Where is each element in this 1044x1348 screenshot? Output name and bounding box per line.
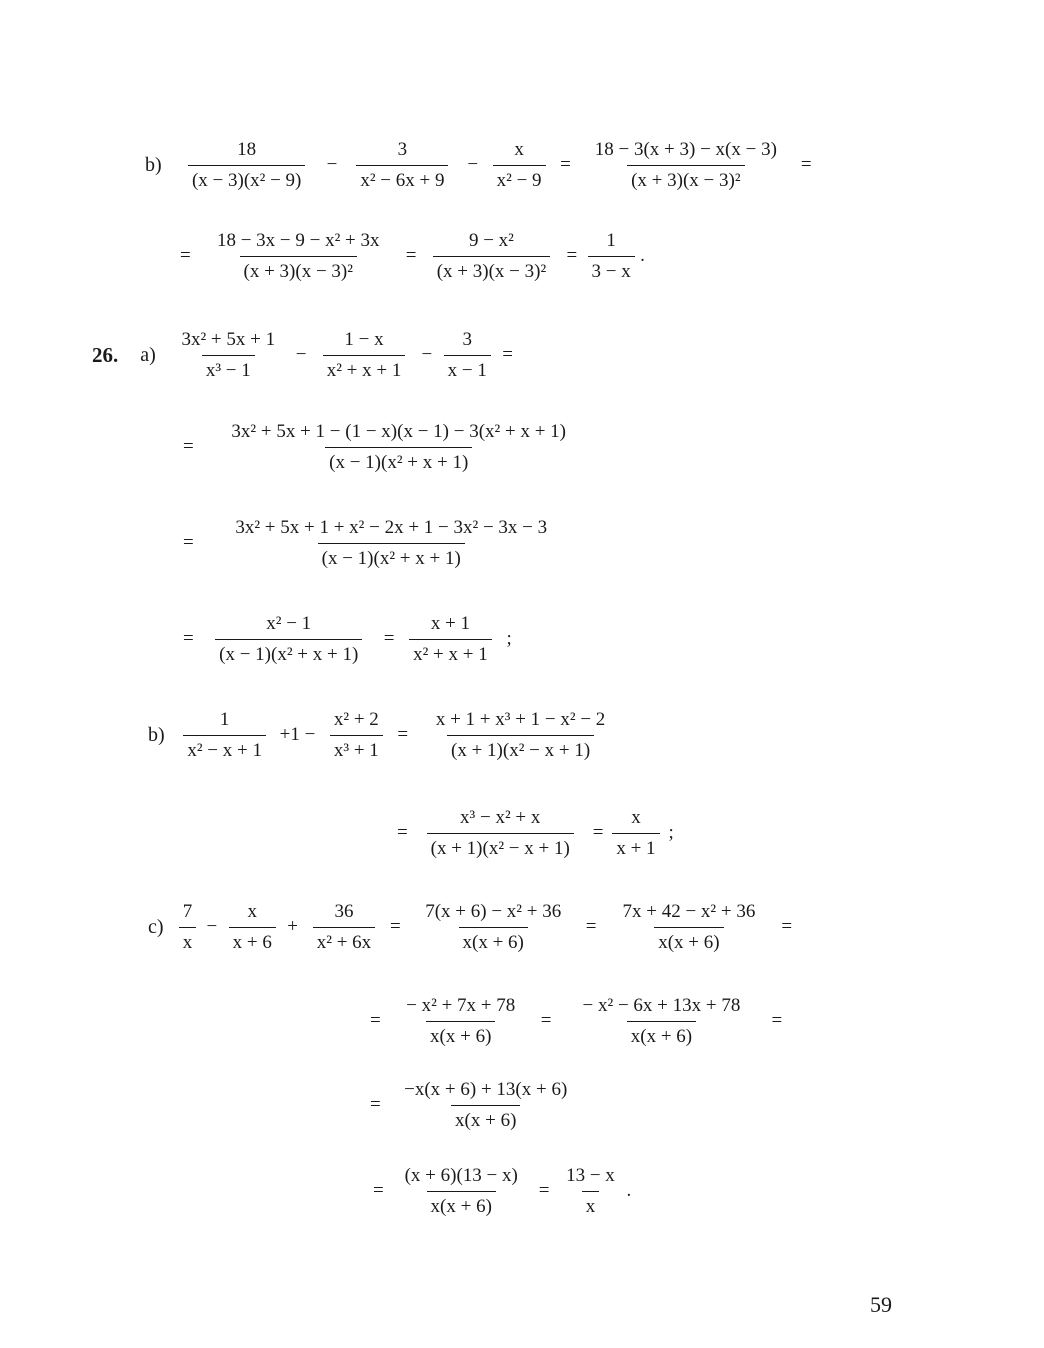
item-label: b) — [148, 723, 165, 746]
denominator: x + 1 — [612, 833, 659, 861]
operator: − — [467, 154, 479, 176]
denominator: (x − 1)(x² + x + 1) — [325, 447, 472, 475]
p25b-line1 — [145, 138, 817, 193]
denominator: x³ − 1 — [202, 355, 255, 383]
numerator: 3 — [462, 329, 472, 350]
fraction — [587, 229, 635, 284]
denominator: x² + x + 1 — [409, 639, 492, 667]
fraction — [347, 138, 457, 193]
p25b-line2 — [175, 229, 645, 284]
numerator: x + 1 — [430, 613, 471, 634]
p26b-line1 — [148, 708, 628, 763]
fraction — [201, 229, 396, 284]
numerator: 3 — [397, 139, 408, 160]
numerator: − x² + 7x + 78 — [406, 995, 516, 1016]
denominator: x — [582, 1191, 600, 1219]
numerator: 18 − 3x − 9 − x² + 3x — [216, 230, 380, 251]
numerator: (x + 6)(13 − x) — [404, 1165, 518, 1186]
equals-sign: = — [373, 1180, 384, 1202]
fraction — [204, 612, 374, 667]
denominator: (x + 1)(x² − x + 1) — [447, 735, 594, 763]
p26c-line1 — [148, 900, 797, 955]
fraction — [317, 328, 412, 383]
fraction — [404, 612, 496, 667]
p26a-line1 — [92, 328, 518, 383]
denominator: x² + x + 1 — [323, 355, 406, 383]
semicolon: ; — [506, 628, 512, 650]
equals-sign: = — [397, 724, 409, 746]
operator: − — [421, 344, 433, 366]
equals-sign: = — [585, 916, 597, 938]
fraction — [561, 994, 761, 1049]
equals-sign: = — [502, 344, 513, 366]
problem-number: 26. — [92, 342, 119, 367]
p26b-line2 — [392, 806, 679, 861]
numerator: x — [247, 901, 258, 922]
fraction — [325, 708, 387, 763]
item-label: a) — [140, 343, 156, 366]
operator: − — [295, 344, 307, 366]
equals-sign: = — [383, 628, 395, 650]
numerator: x + 1 + x³ + 1 − x² − 2 — [435, 709, 606, 730]
fraction — [180, 708, 270, 763]
period: . — [640, 245, 645, 267]
numerator: 9 − x² — [468, 230, 514, 251]
denominator: (x + 1)(x² − x + 1) — [427, 833, 574, 861]
fraction — [488, 138, 550, 193]
denominator: x + 6 — [229, 927, 276, 955]
denominator: x² + 6x — [313, 927, 375, 955]
p26c-line2 — [365, 994, 787, 1049]
equals-sign: = — [183, 436, 194, 458]
fraction — [426, 229, 556, 284]
fraction — [204, 516, 579, 571]
fraction — [171, 328, 286, 383]
numerator: 18 — [237, 139, 257, 160]
equals-sign: = — [771, 1010, 783, 1032]
numerator: 13 − x — [566, 1165, 615, 1186]
fraction — [308, 900, 380, 955]
numerator: x — [631, 807, 641, 828]
numerator: 3x² + 5x + 1 — [181, 329, 276, 350]
p26a-line3 — [178, 516, 584, 571]
fraction — [418, 806, 583, 861]
denominator: x(x + 6) — [459, 927, 528, 955]
fraction — [581, 138, 791, 193]
fraction — [391, 994, 531, 1049]
equals-sign: = — [183, 532, 194, 554]
denominator: (x − 1)(x² + x + 1) — [215, 639, 362, 667]
fraction — [442, 328, 492, 383]
denominator: (x + 3)(x − 3)² — [433, 256, 550, 284]
numerator: 18 − 3(x + 3) − x(x − 3) — [594, 139, 777, 160]
denominator: x — [179, 927, 197, 955]
p26a-line4 — [178, 612, 517, 667]
numerator: 7(x + 6) − x² + 36 — [425, 901, 562, 922]
denominator: x(x + 6) — [627, 1021, 696, 1049]
fraction — [204, 420, 594, 475]
denominator: x² − x + 1 — [183, 735, 266, 763]
denominator: x − 1 — [444, 355, 491, 383]
item-label: b) — [145, 153, 162, 176]
denominator: (x + 3)(x − 3)² — [627, 165, 744, 193]
denominator: 3 − x — [588, 256, 635, 284]
denominator: x(x + 6) — [654, 927, 723, 955]
denominator: x(x + 6) — [427, 1191, 496, 1219]
numerator: − x² − 6x + 13x + 78 — [582, 995, 741, 1016]
numerator: 1 − x — [344, 329, 384, 350]
equals-sign: = — [405, 245, 417, 267]
numerator: 7x + 42 − x² + 36 — [622, 901, 756, 922]
fraction — [411, 900, 576, 955]
numerator: x³ − x² + x — [460, 807, 541, 828]
equals-sign: = — [800, 154, 812, 176]
denominator: (x + 3)(x − 3)² — [240, 256, 357, 284]
numerator: x² − 1 — [266, 613, 312, 634]
numerator: x — [514, 139, 524, 160]
denominator: x(x + 6) — [451, 1105, 520, 1133]
equals-sign: = — [370, 1094, 381, 1116]
p26c-line3 — [365, 1078, 586, 1133]
numerator: 1 — [606, 230, 616, 251]
operator: − — [326, 154, 338, 176]
numerator: 7 — [182, 901, 193, 922]
equals-sign: = — [397, 822, 408, 844]
equals-sign: = — [540, 1010, 552, 1032]
fraction — [179, 900, 197, 955]
equals-sign: = — [592, 822, 604, 844]
equals-sign: = — [781, 916, 793, 938]
numerator: 3x² + 5x + 1 + x² − 2x + 1 − 3x² − 3x − 3 — [235, 517, 548, 538]
denominator: (x − 1)(x² + x + 1) — [318, 543, 465, 571]
fraction — [613, 806, 658, 861]
operator: + — [287, 916, 298, 938]
page-number: 59 — [870, 1292, 892, 1317]
numerator: 1 — [219, 709, 230, 730]
denominator: x(x + 6) — [426, 1021, 495, 1049]
denominator: x² − 9 — [493, 165, 546, 193]
equals-sign: = — [370, 1010, 381, 1032]
operator: − — [206, 916, 218, 938]
period: . — [626, 1180, 632, 1202]
fraction — [227, 900, 277, 955]
p26a-line2 — [178, 420, 599, 475]
operator: +1 − — [279, 724, 316, 746]
numerator: x² + 2 — [333, 709, 379, 730]
item-label: c) — [148, 915, 164, 938]
fraction — [606, 900, 771, 955]
fraction — [391, 1078, 581, 1133]
fraction — [177, 138, 317, 193]
equals-sign: = — [538, 1180, 550, 1202]
fraction — [394, 1164, 529, 1219]
equals-sign: = — [566, 245, 578, 267]
numerator: 36 — [334, 901, 354, 922]
equals-sign: = — [180, 245, 191, 267]
denominator: (x − 3)(x² − 9) — [188, 165, 305, 193]
fraction — [559, 1164, 621, 1219]
equals-sign: = — [560, 154, 571, 176]
p26c-line4 — [368, 1164, 631, 1219]
denominator: x³ + 1 — [330, 735, 383, 763]
equals-sign: = — [183, 628, 194, 650]
equals-sign: = — [389, 916, 401, 938]
semicolon: ; — [668, 822, 674, 844]
denominator: x² − 6x + 9 — [356, 165, 448, 193]
numerator: 3x² + 5x + 1 − (1 − x)(x − 1) − 3(x² + x + 1) — [231, 421, 566, 442]
numerator: −x(x + 6) + 13(x + 6) — [404, 1079, 568, 1100]
fraction — [418, 708, 623, 763]
